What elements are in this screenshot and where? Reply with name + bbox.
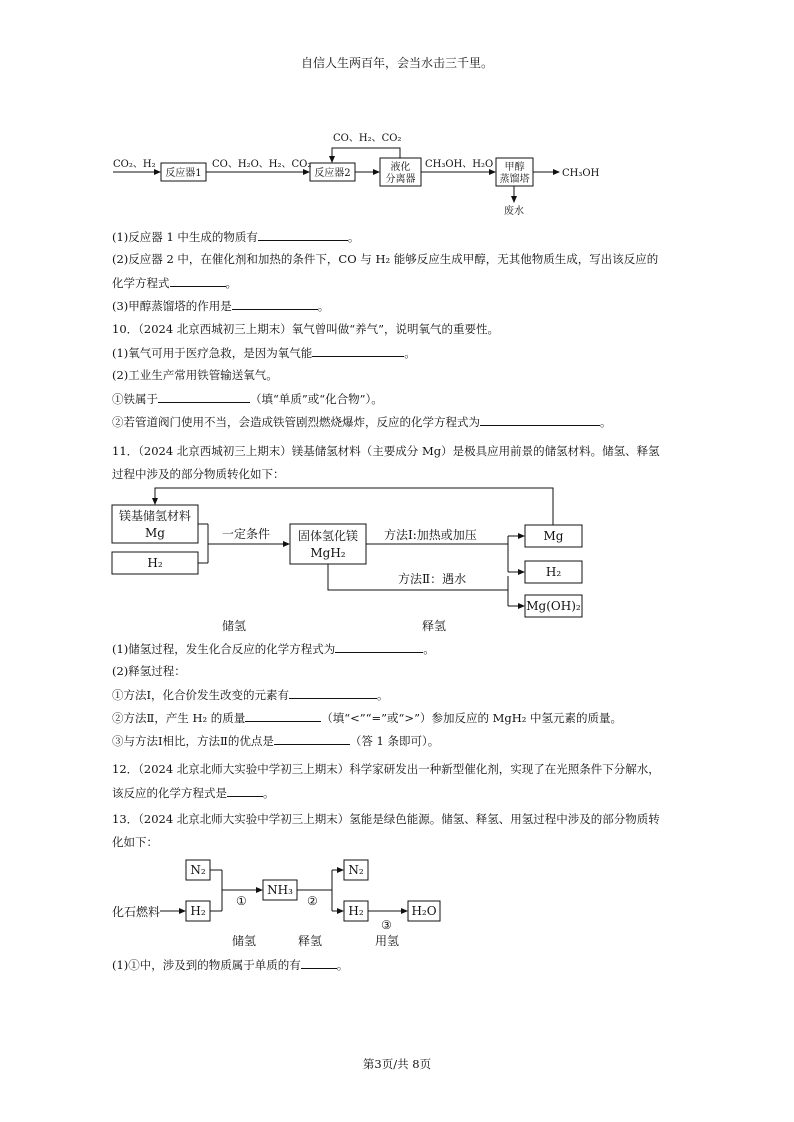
answer-blank[interactable] — [158, 390, 250, 403]
method2-label: 方法Ⅱ：遇水 — [398, 572, 467, 586]
q9-part2-line1: (2)反应器 2 中，在催化剂和加热的条件下，CO 与 H₂ 能够反应生成甲醇，无其他物质生成，写出该反应的 — [112, 252, 659, 266]
answer-blank[interactable] — [301, 956, 337, 969]
mg-storage-diagram — [112, 488, 582, 633]
answer-blank[interactable] — [289, 686, 377, 699]
nh3-label: NH₃ — [267, 883, 293, 897]
step2-label: ② — [307, 894, 318, 908]
distillation-label-1: 甲醇 — [504, 162, 525, 173]
answer-blank[interactable] — [232, 297, 318, 310]
h2o-label: H₂O — [411, 904, 437, 918]
reactor1-label: 反应器1 — [165, 168, 202, 179]
separator-label-2: 分离器 — [385, 174, 416, 185]
material-label-2: Mg — [145, 526, 165, 540]
hydride-label-2: MgH₂ — [310, 546, 346, 560]
answer-blank[interactable] — [170, 274, 226, 287]
answer-blank[interactable] — [274, 732, 350, 745]
q10-title: 10．（2024 北京西城初三上期末）氧气曾叫做“养气”，说明氧气的重要性。 — [112, 322, 500, 336]
answer-blank[interactable] — [480, 413, 600, 426]
separator-label-1: 液化 — [390, 162, 411, 173]
flow-waste: 废水 — [504, 206, 524, 217]
q11-part1: (1)储氢过程，发生化合反应的化学方程式为 。 — [112, 642, 435, 656]
q13-line2: 化如下： — [112, 835, 158, 849]
process-flow-diagram — [113, 133, 600, 217]
q9-part3: (3)甲醇蒸馏塔的作用是 。 — [112, 299, 330, 313]
q11-part2: (2)释氢过程： — [112, 664, 186, 678]
distillation-label-2: 蒸馏塔 — [499, 174, 530, 185]
release-label: 释氢 — [422, 619, 447, 633]
condition-label: 一定条件 — [222, 527, 271, 541]
q11-title-line2: 过程中涉及的部分物质转化如下： — [112, 467, 285, 481]
method1-label: 方法Ⅰ:加热或加压 — [384, 528, 477, 542]
step1-label: ① — [236, 894, 247, 908]
h2-input-label: H₂ — [147, 556, 163, 570]
flow-output: CH₃OH — [562, 168, 600, 179]
answer-blank[interactable] — [245, 709, 321, 722]
q10-part1: (1)氧气可用于医疗急救，是因为氧气能 。 — [112, 346, 416, 360]
flow-stream2: CH₃OH、H₂O — [425, 159, 494, 170]
q11-part2c: ③与方法Ⅰ相比，方法Ⅱ的优点是 （答 1 条即可）。 — [112, 734, 440, 748]
hydride-label-1: 固体氢化镁 — [297, 529, 359, 543]
page-number: 第3页/共 8页 — [362, 1057, 432, 1071]
n2-output-label: N₂ — [348, 863, 364, 877]
store-label-2: 储氢 — [232, 934, 257, 948]
q9-part1: (1)反应器 1 中生成的物质有 。 — [112, 230, 360, 244]
mgoh-output-label: Mg(OH)₂ — [526, 599, 581, 613]
step3-label: ③ — [381, 918, 392, 932]
store-label: 储氢 — [222, 619, 247, 633]
q9-part2-line2: 化学方程式 。 — [112, 276, 237, 290]
flow-recycle: CO、H₂、CO₂ — [333, 133, 402, 144]
q11-part2a: ①方法Ⅰ，化合价发生改变的元素有 。 — [112, 688, 389, 702]
q13-part1: (1)①中，涉及到的物质属于单质的有 。 — [112, 958, 349, 972]
answer-blank[interactable] — [227, 784, 263, 797]
fossil-fuel-label: 化石燃料 — [112, 905, 161, 919]
h2-output-label-2: H₂ — [348, 904, 364, 918]
answer-blank[interactable] — [335, 640, 423, 653]
answer-blank[interactable] — [312, 344, 404, 357]
material-label-1: 镁基储氢材料 — [118, 509, 192, 523]
flow-stream1: CO、H₂O、H₂、CO₂ — [212, 159, 312, 170]
reactor2-label: 反应器2 — [314, 168, 351, 179]
q11-part2b: ②方法Ⅱ，产生 H₂ 的质量 （填“<”“=”或“>”）参加反应的 MgH₂ 中氢元素的质量。 — [112, 711, 623, 725]
q11-title-line1: 11．（2024 北京西城初三上期末）镁基储氢材料（主要成分 Mg）是极具应用前景的储氢材料。储氢、释氢 — [112, 444, 660, 458]
n2-input-label: N₂ — [190, 863, 206, 877]
q12-line2: 该反应的化学方程式是 。 — [112, 786, 275, 800]
q10-part2a: ①铁属于 （填“单质”或“化合物”）。 — [112, 392, 383, 406]
flow-input: CO₂、H₂ — [113, 159, 156, 170]
release-label-2: 释氢 — [298, 934, 323, 948]
answer-blank[interactable] — [258, 228, 348, 241]
q10-part2: (2)工业生产常用铁管输送氧气。 — [112, 368, 278, 382]
ammonia-cycle-diagram — [112, 860, 440, 948]
q13-line1: 13．（2024 北京北师大实验中学初三上期末）氢能是绿色能源。储氢、释氢、用氢过程中涉及的部分物质转 — [112, 812, 660, 826]
h2-output-label: H₂ — [545, 565, 562, 579]
q10-part2b: ②若管道阀门使用不当，会造成铁管剧烈燃烧爆炸，反应的化学方程式为 。 — [112, 415, 612, 429]
mg-output-label: Mg — [543, 529, 564, 543]
q12-line1: 12．（2024 北京北师大实验中学初三上期末）科学家研发出一种新型催化剂，实现了在光照条件下分解水， — [112, 762, 660, 776]
header-motto: 自信人生两百年，会当水击三千里。 — [300, 56, 493, 70]
h2-input-label-2: H₂ — [190, 904, 206, 918]
use-label: 用氢 — [375, 934, 400, 948]
